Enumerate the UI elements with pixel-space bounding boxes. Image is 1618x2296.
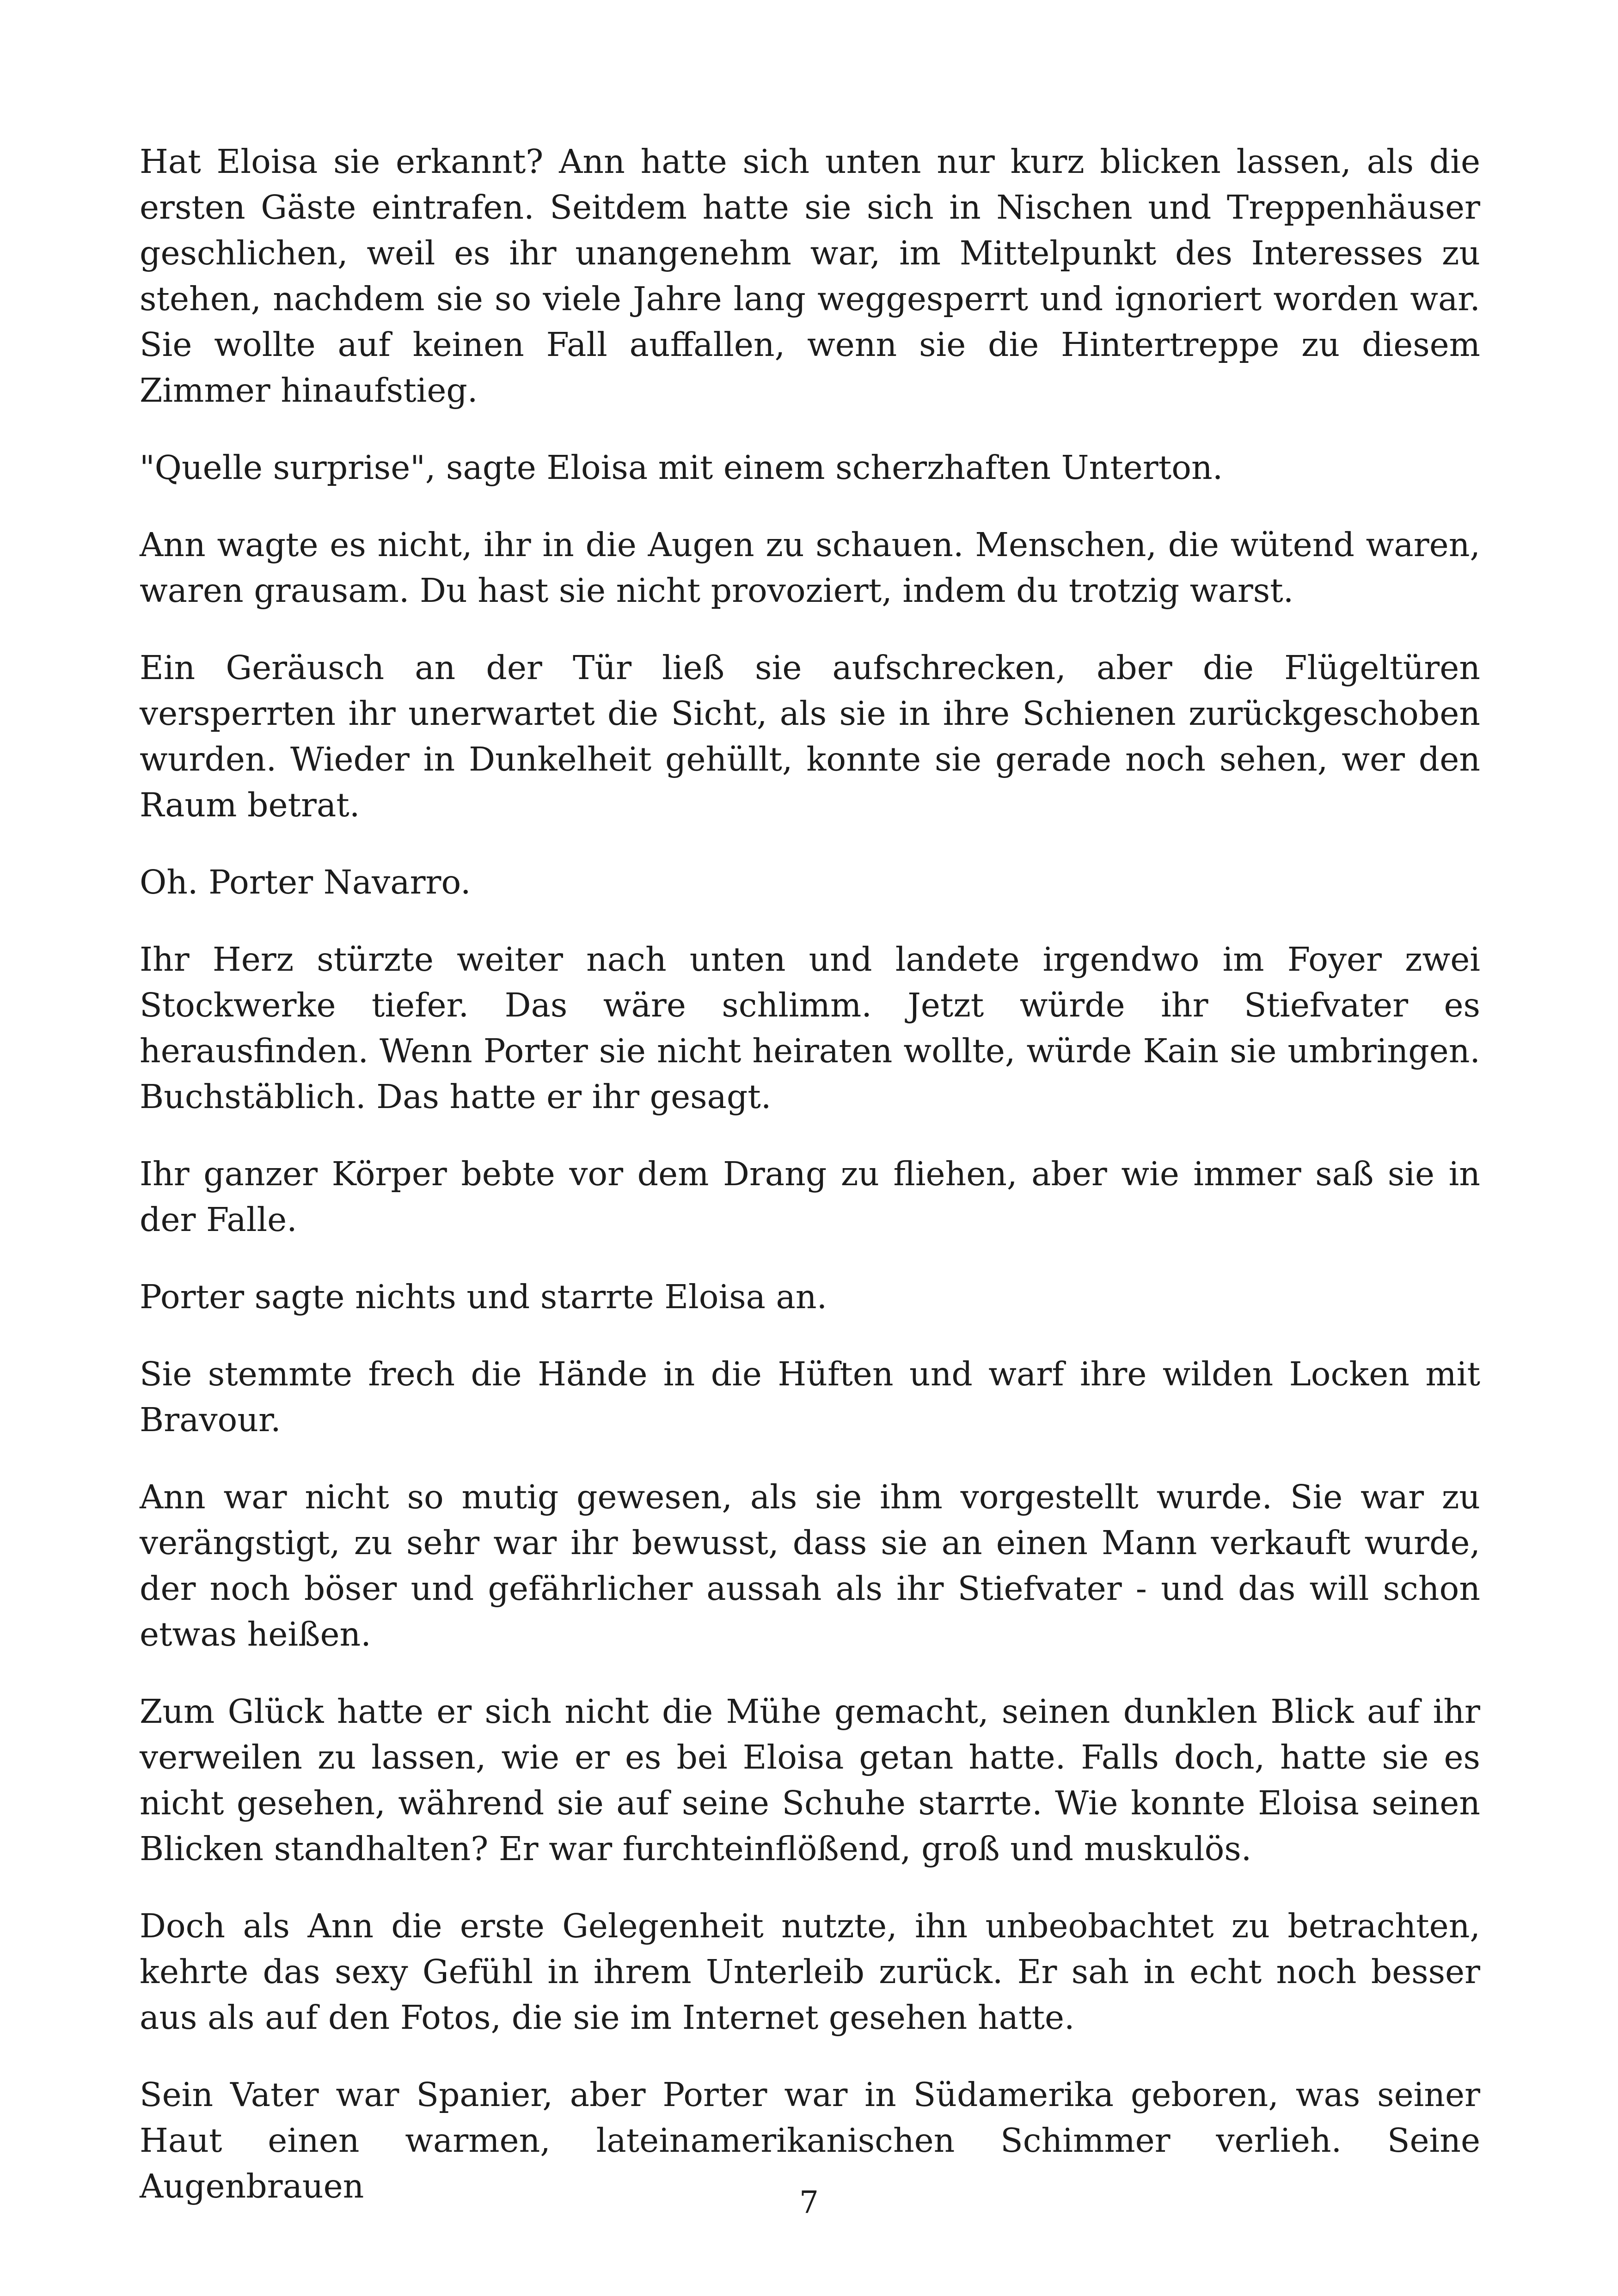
paragraph-13: Sein Vater war Spanier, aber Porter war in Südamerika geboren, was seiner Haut einen warmen, lateinamerikanischen Schimmer verlieh. Seine Augenbrauen <box>140 2076 1480 2205</box>
paragraph-2: "Quelle surprise", sagte Eloisa mit einem scherzhaften Unterton. <box>140 448 1223 487</box>
paragraph-8: Porter sagte nichts und starrte Eloisa an. <box>140 1278 827 1316</box>
paragraph-1: Hat Eloisa sie erkannt? Ann hatte sich unten nur kurz blicken lassen, als die ersten Gäste eintrafen. Seitdem hatte sie sich in Nischen und Treppenhäuser geschlichen, weil es ihr unangenehm war, im Mittelpunkt des Interesses zu stehen, nachdem sie so viele Jahre lang weggesperrt und ignoriert worden war. Sie wollte auf keinen Fall auffallen, wenn sie die Hintertreppe zu diesem Zimmer hinaufstieg. <box>140 142 1480 410</box>
paragraph-5: Oh. Porter Navarro. <box>140 863 471 901</box>
paragraph-4: Ein Geräusch an der Tür ließ sie aufschrecken, aber die Flügeltüren versperrten ihr unerwartet die Sicht, als sie in ihre Schienen zurückgeschoben wurden. Wieder in Dunkelheit gehüllt, konnte sie gerade noch sehen, wer den Raum betrat. <box>140 649 1480 824</box>
paragraph-3: Ann wagte es nicht, ihr in die Augen zu schauen. Menschen, die wütend waren, waren grausam. Du hast sie nicht provoziert, indem du trotzig warst. <box>140 526 1480 610</box>
paragraph-12: Doch als Ann die erste Gelegenheit nutzte, ihn unbeobachtet zu betrachten, kehrte das sexy Gefühl in ihrem Unterleib zurück. Er sah in echt noch besser aus als auf den Fotos, die sie im Internet gesehen hatte. <box>140 1907 1480 2037</box>
paragraph-6: Ihr Herz stürzte weiter nach unten und landete irgendwo im Foyer zwei Stockwerke tiefer. Das wäre schlimm. Jetzt würde ihr Stiefvater es herausfinden. Wenn Porter sie nicht heiraten wollte, würde Kain sie umbringen. Buchstäblich. Das hatte er ihr gesagt. <box>140 940 1480 1116</box>
paragraph-7: Ihr ganzer Körper bebte vor dem Drang zu fliehen, aber wie immer saß sie in der Falle. <box>140 1155 1480 1239</box>
page-number: 7 <box>799 2185 819 2220</box>
body-text <box>140 139 1480 2209</box>
paragraph-11: Zum Glück hatte er sich nicht die Mühe gemacht, seinen dunklen Blick auf ihr verweilen zu lassen, wie er es bei Eloisa getan hatte. Falls doch, hatte sie es nicht gesehen, während sie auf seine Schuhe starrte. Wie konnte Eloisa seinen Blicken standhalten? Er war furchteinflößend, groß und muskulös. <box>140 1692 1480 1868</box>
paragraph-10: Ann war nicht so mutig gewesen, als sie ihm vorgestellt wurde. Sie war zu verängstigt, zu sehr war ihr bewusst, dass sie an einen Mann verkauft wurde, der noch böser und gefährlicher aussah als ihr Stiefvater - und das will schon etwas heißen. <box>140 1478 1480 1653</box>
paragraph-9: Sie stemmte frech die Hände in die Hüften und warf ihre wilden Locken mit Bravour. <box>140 1355 1480 1439</box>
